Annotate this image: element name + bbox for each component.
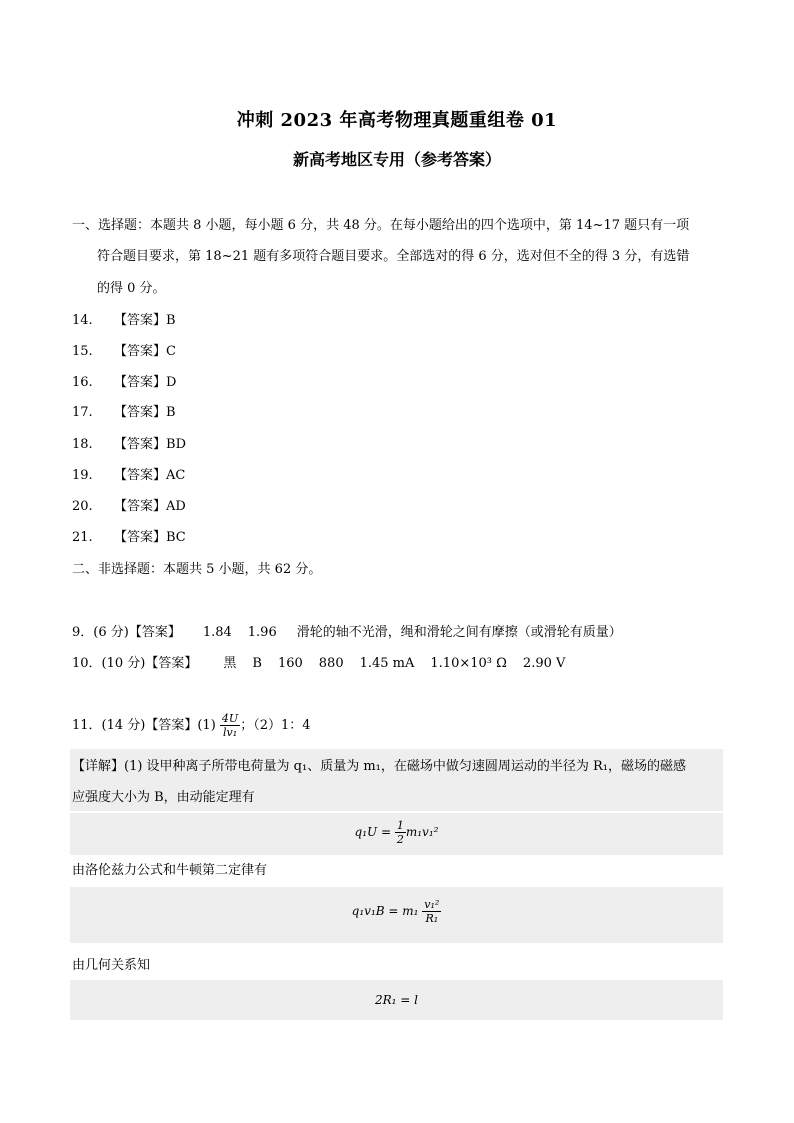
question-number: 18. — [72, 437, 93, 452]
question-number: 16. — [72, 375, 93, 390]
answer-label: 【答案】 — [114, 437, 167, 452]
q11-detail-line2: 应强度大小为 B，由动能定理有 — [72, 790, 255, 805]
answer-label: 【答案】 — [114, 405, 167, 420]
q10-answer-6: 1.10×10³ Ω — [430, 656, 507, 671]
q9-answer-3: 滑轮的轴不光滑，绳和滑轮之间有摩擦（或滑轮有质量） — [296, 625, 622, 640]
answer-value: D — [166, 375, 177, 390]
question-number: 21. — [72, 530, 93, 545]
question-number: 15. — [72, 344, 93, 359]
equation-geometry: 2R₁ = l — [374, 993, 418, 1007]
eq2-fraction — [422, 898, 441, 925]
page-subtitle: 新高考地区专用（参考答案） — [292, 150, 501, 169]
question-11-answer — [72, 712, 311, 739]
question-10-answer — [72, 657, 565, 670]
eq1-fraction — [395, 819, 406, 846]
eq1-fraction-denominator: 2 — [396, 833, 404, 846]
q9-answer-1: 1.84 — [202, 625, 232, 640]
answer-label: 【答案】 — [114, 530, 167, 545]
answer-value: B — [166, 405, 176, 420]
eq2-left: q₁v₁B = m₁ — [351, 904, 419, 918]
answer-value: AC — [166, 468, 186, 483]
answer-row-16 — [72, 376, 176, 389]
answer-value: B — [166, 313, 176, 328]
answer-label: 【答案】 — [114, 468, 167, 483]
page-title: 冲刺 2023 年高考物理真题重组卷 01 — [236, 110, 558, 131]
q11-text-geometry: 由几何关系知 — [72, 958, 151, 973]
eq1-fraction-numerator: 1 — [396, 819, 404, 832]
answer-value: BD — [166, 437, 186, 452]
eq1-left: q₁U = — [354, 825, 392, 839]
section2-heading: 二、非选择题：本题共 5 小题，共 62 分。 — [72, 562, 322, 577]
q11-fraction — [220, 712, 240, 739]
equation-kinetic-energy — [70, 819, 723, 846]
answer-label: 【答案】 — [114, 499, 167, 514]
eq2-fraction-numerator: v₁² — [424, 898, 440, 911]
q11-suffix: ；（2）1：4 — [240, 718, 311, 733]
q10-answer-2: B — [252, 656, 262, 671]
answer-row-14 — [72, 314, 176, 327]
eq2-fraction-denominator: R₁ — [425, 912, 439, 925]
question-number: 14. — [72, 313, 93, 328]
question-number: 20. — [72, 499, 93, 514]
answer-value: AD — [166, 499, 186, 514]
equation-lorentz-force — [70, 898, 723, 925]
q9-prefix: 9．(6 分)【答案】 — [72, 625, 181, 640]
q11-detail-line1: 【详解】(1) 设甲种离子所带电荷量为 q₁、质量为 m₁，在磁场中做匀速圆周运动的半径为 R₁，磁场的磁感 — [72, 759, 687, 774]
answer-row-21 — [72, 531, 186, 544]
q11-fraction-numerator: 4U — [221, 712, 239, 725]
answer-value: BC — [166, 530, 186, 545]
section1-instructions-line2: 符合题目要求，第 18~21 题有多项符合题目要求。全部选对的得 6 分，选对但不全的得 3 分，有选错 — [97, 249, 690, 264]
q11-prefix: 11．(14 分)【答案】(1) — [72, 718, 216, 733]
answer-row-18 — [72, 438, 186, 451]
question-number: 17. — [72, 405, 93, 420]
q10-answer-3: 160 — [277, 656, 303, 671]
question-9-answer — [72, 626, 622, 639]
eq1-right: m₁v₁² — [405, 825, 439, 839]
q10-answer-5: 1.45 mA — [359, 656, 415, 671]
answer-row-19 — [72, 469, 185, 482]
q11-fraction-denominator: lv₁ — [222, 726, 238, 739]
answer-row-15 — [72, 345, 176, 358]
question-number: 19. — [72, 468, 93, 483]
q10-answer-4: 880 — [318, 656, 344, 671]
q10-answer-7: 2.90 V — [522, 656, 566, 671]
answer-label: 【答案】 — [114, 313, 167, 328]
answer-label: 【答案】 — [114, 375, 167, 390]
q10-prefix: 10．(10 分)【答案】 — [72, 656, 198, 671]
answer-value: C — [166, 344, 176, 359]
section1-instructions-line1: 一、选择题：本题共 8 小题，每小题 6 分，共 48 分。在每小题给出的四个选项中，第 14~17 题只有一项 — [72, 218, 690, 233]
section1-instructions-line3: 的得 0 分。 — [97, 281, 166, 296]
q11-text-lorentz: 由洛伦兹力公式和牛顿第二定律有 — [72, 863, 268, 878]
q10-answer-1: 黑 — [223, 656, 237, 671]
q9-answer-2: 1.96 — [247, 625, 277, 640]
answer-row-17 — [72, 406, 176, 419]
answer-label: 【答案】 — [114, 344, 167, 359]
answer-row-20 — [72, 500, 186, 513]
